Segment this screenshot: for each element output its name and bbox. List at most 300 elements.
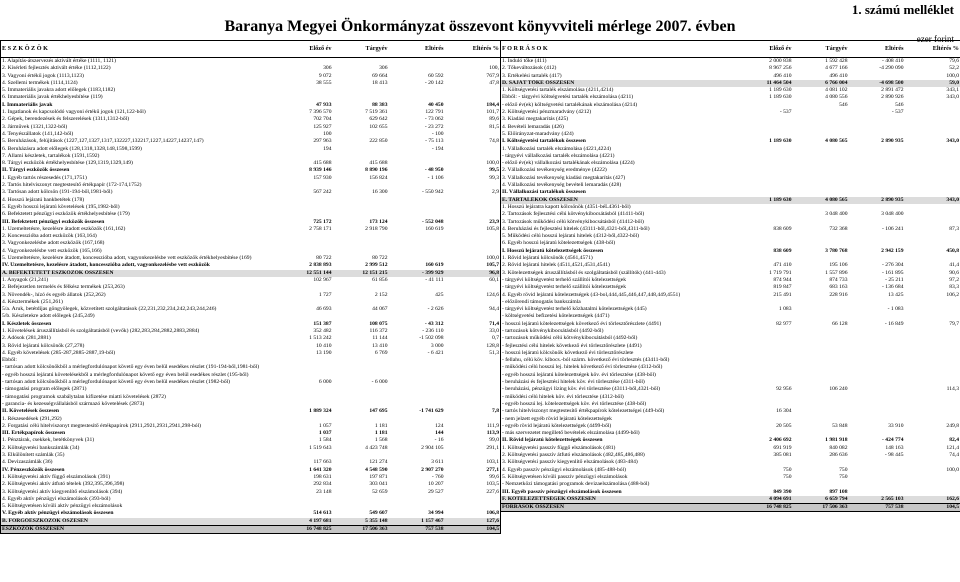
liability-row bbox=[501, 335, 960, 342]
liability-row-label: - beruházási, pénzügyi lízing köv. évi törlesztése (43111-ből,4321-ből) bbox=[502, 386, 660, 393]
asset-row bbox=[1, 124, 501, 131]
liability-row-value: 195 106 bbox=[829, 262, 848, 269]
liability-row-value: 1 189 630 bbox=[769, 94, 792, 101]
liability-row-value bbox=[849, 459, 905, 466]
currency-note: ezer forint bbox=[916, 34, 954, 44]
liability-row-value: 286 636 bbox=[829, 452, 848, 459]
liability-row-value bbox=[793, 255, 849, 262]
liability-row-value bbox=[793, 416, 849, 423]
asset-row-label: 1. Alapítás-átszervezés aktivált értéke (1111, 1121) bbox=[2, 58, 116, 64]
liability-row-label: I. Hosszú lejáratú kötelezettségek összesen bbox=[502, 247, 604, 254]
liability-row-value bbox=[905, 401, 960, 408]
liability-row-value bbox=[793, 364, 849, 371]
asset-row-label: IV. Üzemeltetésre, kezelésre átadott, koncesszióba adott, vagyonkezelésbe vett eszközök bbox=[2, 262, 210, 269]
liability-row-value: 249,8 bbox=[946, 422, 959, 429]
liability-row-value bbox=[905, 146, 960, 153]
liability-row-label: 5. Működési célú hosszú lejáratú hitelek (4312-ből,4322-ből) bbox=[502, 233, 640, 240]
liability-row-value bbox=[737, 459, 793, 466]
liability-row-label: - működési célú hitelek köv. évi törlesztése (4312-ből) bbox=[502, 393, 624, 400]
asset-row-value bbox=[277, 452, 333, 459]
liability-row-value bbox=[905, 489, 960, 496]
liability-row-label: E. TARTALÉKOK ÖSSZESEN bbox=[501, 197, 737, 204]
liability-row-value bbox=[905, 240, 960, 247]
liability-row-value: 1 981 918 bbox=[825, 437, 848, 444]
liability-row-value: - 98 445 bbox=[884, 452, 904, 459]
asset-row-value: 173 124 bbox=[369, 218, 388, 225]
liability-row-value: 4 094 691 bbox=[737, 496, 793, 503]
liability-row-value bbox=[737, 313, 793, 320]
liability-row bbox=[501, 401, 960, 408]
asset-row bbox=[1, 204, 501, 211]
asset-row bbox=[1, 313, 501, 320]
asset-row-value: 222 850 bbox=[369, 138, 388, 145]
liability-row-label: 3. Kiadási megtakarítás (425) bbox=[502, 116, 569, 123]
liability-row-value bbox=[793, 343, 849, 350]
asset-row-value bbox=[389, 299, 445, 306]
liability-row-label: 3. Tartozások működési célú kötvénykibocsátásból (41412-ből) bbox=[502, 218, 644, 225]
liability-row-value bbox=[905, 116, 960, 123]
liability-row-label: 1. Költségvetési tartalék elszámolása (4211,4214) bbox=[502, 87, 614, 94]
asset-row-value: 2,9 bbox=[492, 189, 499, 196]
asset-row-label: - támogatási programok szabálytalan kifizetése miatti követelések (2872) bbox=[2, 393, 166, 400]
asset-row-value: 124 bbox=[435, 422, 444, 429]
liability-row bbox=[501, 240, 960, 247]
liability-row-value bbox=[737, 379, 793, 386]
liability-row-value: - 424 774 bbox=[882, 437, 904, 444]
liability-row-value bbox=[849, 73, 905, 80]
asset-row-value: 6 769 bbox=[374, 349, 388, 356]
liability-row-value bbox=[905, 299, 960, 306]
liability-row-value: 2 406 692 bbox=[769, 437, 792, 444]
asset-row-value bbox=[445, 452, 501, 459]
asset-row-label: 1. Költségvetési aktív függő elszámolások (391) bbox=[2, 473, 111, 480]
liability-row-value: 2 000 838 bbox=[769, 58, 792, 64]
liability-column-header: Előző év bbox=[737, 41, 793, 58]
liability-row-label: - tartozások kötvénykibocsátásból (4492-ből) bbox=[502, 327, 604, 334]
asset-row-value: 10 410 bbox=[316, 342, 332, 349]
liability-row bbox=[501, 270, 960, 277]
asset-row-label: I. Immateriális javak bbox=[2, 101, 53, 108]
asset-row-value bbox=[389, 65, 445, 72]
asset-row-value bbox=[389, 233, 445, 240]
liability-row bbox=[501, 481, 960, 488]
liability-row-label: - más szervezetet megillető bevételek elszámolása (4499-ből) bbox=[502, 430, 640, 437]
liability-row-value: 1 189 630 bbox=[769, 87, 792, 94]
liability-row bbox=[501, 437, 960, 444]
liability-row-value bbox=[737, 372, 793, 379]
asset-row-value: 46 693 bbox=[316, 306, 332, 313]
asset-row-label: 5. Immateriális javakra adott előlegek (1183,1182) bbox=[2, 87, 116, 94]
liability-row-value bbox=[737, 430, 793, 437]
asset-row-value bbox=[389, 240, 445, 247]
asset-row bbox=[1, 510, 501, 517]
asset-row-value: 767,9 bbox=[486, 72, 499, 79]
liability-row-label: - tartós hitelviszonyt megtestesítő értékpapírok kötelezettségei (449-ből) bbox=[502, 408, 665, 415]
asset-row-label: I. Készletek összesen bbox=[2, 320, 52, 327]
asset-row-value bbox=[333, 58, 389, 66]
liability-row-value bbox=[849, 416, 905, 423]
liability-row-value: 215 491 bbox=[773, 291, 792, 298]
asset-row-value bbox=[277, 58, 333, 66]
liability-row-value bbox=[737, 219, 793, 226]
asset-row-value: 1 727 bbox=[318, 291, 332, 298]
asset-row-value: 12 151 215 bbox=[333, 270, 389, 277]
asset-row-value: 113,9 bbox=[486, 430, 499, 437]
liability-row-value: - 25 211 bbox=[885, 276, 904, 283]
liability-row-value bbox=[737, 401, 793, 408]
liability-row bbox=[501, 94, 960, 101]
liability-row-value bbox=[849, 350, 905, 357]
liability-row-value bbox=[793, 299, 849, 306]
asset-row-label: 3. Rövid lejáratú kölcsönök (27,278) bbox=[2, 342, 85, 349]
asset-row-value: 102 967 bbox=[313, 276, 332, 283]
asset-row bbox=[1, 94, 501, 101]
asset-row-value: 99,3 bbox=[489, 174, 499, 181]
asset-row-value: 74,8 bbox=[489, 138, 499, 145]
asset-row-value: 34 994 bbox=[428, 510, 444, 517]
liability-row-value bbox=[905, 350, 960, 357]
asset-row-value: - 16 bbox=[434, 437, 444, 444]
liability-row-value bbox=[737, 481, 793, 488]
asset-row-value bbox=[445, 401, 501, 408]
asset-row-label: 1. Anyagok (21,241) bbox=[2, 276, 49, 283]
asset-row-label: 3. Tartósan adott kölcsön (191-194-ből,1981-ből) bbox=[2, 189, 113, 196]
asset-row-value bbox=[445, 394, 501, 401]
asset-row-value bbox=[445, 233, 501, 240]
asset-row-value bbox=[333, 364, 389, 371]
liability-row-value: - 106 241 bbox=[882, 225, 904, 232]
liability-row bbox=[501, 313, 960, 320]
asset-row-value: 60 592 bbox=[428, 72, 444, 79]
liability-row-label: 1. Költségvetési passzív függő elszámolások (481) bbox=[502, 444, 616, 451]
asset-row bbox=[1, 503, 501, 510]
asset-row bbox=[1, 328, 501, 335]
asset-row-value: - 6 421 bbox=[427, 349, 444, 356]
liability-row-value bbox=[849, 313, 905, 320]
asset-row-value: - 75 113 bbox=[425, 138, 444, 145]
asset-row-value: 8 890 196 bbox=[365, 167, 388, 174]
asset-row bbox=[1, 116, 501, 123]
asset-row bbox=[1, 430, 501, 437]
liability-row-value: 79,6 bbox=[949, 58, 959, 64]
liability-row-value: 13 425 bbox=[888, 291, 904, 298]
liability-row bbox=[501, 408, 960, 415]
asset-row bbox=[1, 394, 501, 401]
asset-row-value bbox=[389, 401, 445, 408]
asset-row bbox=[1, 321, 501, 328]
asset-row-value: 81,5 bbox=[489, 123, 499, 130]
asset-row-value bbox=[277, 386, 333, 393]
asset-row bbox=[1, 87, 501, 94]
liability-row-value bbox=[793, 394, 849, 401]
asset-row bbox=[1, 277, 501, 284]
liability-row-value: 750 bbox=[783, 466, 792, 473]
liability-row bbox=[501, 124, 960, 131]
asset-row bbox=[1, 160, 501, 167]
liability-row-value bbox=[793, 459, 849, 466]
asset-row-label: - tartósan adott kölcsönökből a mérlegfordulónapot követő egy éven belül esedékes részlet (1982-ből) bbox=[2, 379, 231, 386]
asset-row-value bbox=[277, 503, 333, 510]
asset-row-value: 117 663 bbox=[313, 459, 332, 466]
asset-row-label: 1. Pénztárak, csekkek, betétkönyvek (31) bbox=[2, 437, 95, 444]
asset-row-label: 6. Befektetett pénzügyi eszközök értékhelyesbítése (179) bbox=[2, 211, 130, 218]
liability-row-value: 104,5 bbox=[905, 504, 960, 512]
asset-row bbox=[1, 131, 501, 138]
liability-row-value bbox=[905, 335, 960, 342]
liability-row-value: 732 368 bbox=[829, 225, 848, 232]
asset-row-value bbox=[389, 160, 445, 167]
asset-row bbox=[1, 474, 501, 481]
asset-row-value: 60,1 bbox=[489, 276, 499, 283]
liability-row-label: - előző év(ek) költségvetési tartalékának elszámolása (4214) bbox=[502, 101, 638, 108]
asset-row-value bbox=[277, 87, 333, 94]
liability-row-value: 106,2 bbox=[946, 291, 959, 298]
liability-row-value bbox=[849, 394, 905, 401]
asset-row bbox=[1, 138, 501, 145]
liability-row bbox=[501, 372, 960, 379]
asset-row-value: 1 157 467 bbox=[389, 518, 445, 526]
asset-row-value: 227,6 bbox=[486, 488, 499, 495]
liability-row bbox=[501, 474, 960, 481]
liability-row-value: - 16 849 bbox=[884, 320, 904, 327]
liability-row-value: 874 733 bbox=[829, 276, 848, 283]
asset-row-value: 51,3 bbox=[489, 349, 499, 356]
asset-row-value: 125 927 bbox=[313, 123, 332, 130]
liability-row-value bbox=[793, 204, 849, 211]
asset-row-value bbox=[389, 379, 445, 386]
liability-row-value: 97,2 bbox=[949, 276, 959, 283]
liability-row-value bbox=[905, 372, 960, 379]
liability-row-value: 228 916 bbox=[829, 291, 848, 298]
liability-row-value bbox=[905, 211, 960, 218]
asset-row bbox=[1, 226, 501, 233]
liability-row-value: 4 080 556 bbox=[825, 94, 848, 101]
asset-row-label: 5. Egyéb hosszú lejáratú követelések (195,1982-ből) bbox=[2, 203, 120, 210]
asset-row-value: 2 907 270 bbox=[421, 466, 444, 473]
asset-row-value: 725 172 bbox=[313, 218, 332, 225]
asset-row-value: 71,4 bbox=[489, 320, 499, 327]
liability-row-value bbox=[793, 481, 849, 488]
liability-row bbox=[501, 430, 960, 437]
asset-row bbox=[1, 197, 501, 204]
asset-row-label: 3. Vagyonkezelésbe adott eszközök (167,168) bbox=[2, 240, 105, 247]
liability-row-value bbox=[737, 182, 793, 189]
asset-row-label: 2. Forgatási célú hitelviszonyt megtestesítő értékpapírok (2911,2921,2931,2941,298-ból) bbox=[2, 422, 202, 429]
liability-row-value bbox=[737, 131, 793, 138]
asset-row-value bbox=[277, 94, 333, 101]
asset-column-header: E S Z K Ö Z Ö K bbox=[1, 41, 277, 58]
asset-row-value: 124,6 bbox=[486, 291, 499, 298]
asset-row-value: - 20 142 bbox=[424, 79, 444, 86]
asset-header-row bbox=[1, 41, 501, 58]
liability-row-value bbox=[737, 357, 793, 364]
liability-row bbox=[501, 277, 960, 284]
asset-row-value: 18 413 bbox=[372, 79, 388, 86]
asset-row-value: 7 519 361 bbox=[365, 109, 388, 116]
liability-row bbox=[501, 357, 960, 364]
liability-row-value bbox=[905, 313, 960, 320]
asset-row bbox=[1, 401, 501, 408]
liability-row bbox=[501, 116, 960, 123]
liability-row-value: 2 891 472 bbox=[881, 87, 904, 94]
liability-column-header: Tárgyév bbox=[793, 41, 849, 58]
liability-row-value: 496 410 bbox=[829, 72, 848, 79]
liability-row-value bbox=[905, 189, 960, 196]
liability-row-value: 90,6 bbox=[949, 269, 959, 276]
asset-row bbox=[1, 350, 501, 357]
asset-row bbox=[1, 423, 501, 430]
asset-row-label: 4. Szellemi termékek (1114,1124) bbox=[2, 79, 78, 86]
liability-row bbox=[501, 189, 960, 196]
asset-row-value: 13 190 bbox=[316, 349, 332, 356]
asset-row bbox=[1, 262, 501, 269]
asset-row bbox=[1, 343, 501, 350]
liability-row-value bbox=[793, 240, 849, 247]
liability-row-value bbox=[849, 408, 905, 415]
liability-row-value: 1 719 791 bbox=[769, 269, 792, 276]
asset-row-value: 99,5 bbox=[489, 167, 499, 174]
asset-row-label: - garancia- és kezességvállalásból származó követelések (2873) bbox=[2, 400, 145, 407]
asset-row-value bbox=[389, 416, 445, 423]
liability-row-label: 2. Költségvetési passzív átfutó elszámolások (482,485,486,488) bbox=[502, 452, 645, 459]
asset-row-value bbox=[445, 240, 501, 247]
asset-row-value bbox=[277, 496, 333, 503]
liability-row bbox=[501, 211, 960, 218]
liability-row-value bbox=[905, 408, 960, 415]
liability-row-value bbox=[849, 153, 905, 160]
liability-row bbox=[501, 445, 960, 452]
asset-row-value bbox=[445, 496, 501, 503]
liability-row-value: 1 557 896 bbox=[825, 269, 848, 276]
liability-row-value bbox=[905, 343, 960, 350]
asset-row bbox=[1, 386, 501, 393]
liability-row-value bbox=[905, 182, 960, 189]
asset-row-label: - tartósan adott kölcsönökből a mérlegfordulónapot követő egy éven belül esedékes részlet (191-194-ből,1981-ből) bbox=[2, 364, 260, 371]
asset-row-value: - 399 929 bbox=[389, 270, 445, 277]
asset-row-value: 1 568 bbox=[374, 437, 388, 444]
liability-row-value: 750 bbox=[839, 466, 848, 473]
asset-row-value bbox=[389, 496, 445, 503]
liability-row-value bbox=[849, 167, 905, 174]
asset-row-label: 6. Immateriális javak értékhelyesbítése (119) bbox=[2, 94, 103, 101]
asset-row-value bbox=[277, 313, 333, 320]
liability-row bbox=[501, 496, 960, 503]
asset-row-value: 100, bbox=[489, 65, 499, 72]
asset-row-value: 69 664 bbox=[372, 72, 388, 79]
asset-row-value: 52 659 bbox=[372, 488, 388, 495]
asset-row bbox=[1, 496, 501, 503]
liability-row-value bbox=[849, 364, 905, 371]
liability-row-value: 840 082 bbox=[829, 444, 848, 451]
asset-row-value bbox=[333, 248, 389, 255]
asset-row-label: A. BEFEKTETETT ESZKÖZÖK ÖSSZESEN bbox=[1, 270, 277, 277]
liability-row-value bbox=[737, 102, 793, 109]
liability-row bbox=[501, 167, 960, 174]
liability-row-label: 3. Vállalkozási tevékenység kiadási megtakarítás (427) bbox=[502, 174, 626, 181]
liability-row-label: Ebből: - tárgyévi költségvetési tartalék elszámolása (4211) bbox=[502, 94, 634, 101]
asset-row-label: 5. Üzemeltetésre, kezelésre átadott, koncesszióba adott, vagyonkezelésbe vett eszközök értékhelyesbítése (169) bbox=[2, 255, 252, 262]
liability-row bbox=[501, 131, 960, 138]
liability-row-label: - egyéb rövid lejáratú kötelezettségek (4499-ből) bbox=[502, 422, 612, 429]
asset-row-value: 108 075 bbox=[369, 320, 388, 327]
asset-row-label: 8. Tárgyi eszközök értékhelyesbítése (129,1319,1329,149) bbox=[2, 160, 133, 167]
asset-row-value bbox=[389, 87, 445, 94]
liability-column-header: F O R R Á S O K bbox=[501, 41, 737, 58]
asset-row-value bbox=[389, 372, 445, 379]
liability-row-label: - tárgyévi vállalkozási tartalék elszámolása (4221) bbox=[502, 152, 615, 159]
asset-row-label: 5/a. Áruk, betétdíjas göngyölegek, közvetített szolgáltatások (22,231,232,234,242,243,244,246) bbox=[2, 306, 217, 313]
liability-row bbox=[501, 386, 960, 393]
liability-row-label: - fejlesztési célú hitelek következő évi törlesztőrészlete (4491) bbox=[502, 342, 642, 349]
liability-row-value bbox=[737, 146, 793, 153]
liability-row-value: 121,4 bbox=[946, 444, 959, 451]
liability-row-value bbox=[849, 116, 905, 123]
asset-row-value bbox=[445, 58, 501, 66]
liability-row-value: - 136 684 bbox=[882, 284, 904, 291]
asset-row-value: 44 067 bbox=[372, 306, 388, 313]
asset-row-value bbox=[277, 197, 333, 204]
asset-row-value: - 100 bbox=[431, 130, 444, 137]
asset-row-value bbox=[277, 153, 333, 160]
liability-row-value: 496 410 bbox=[773, 72, 792, 79]
liability-row-value: - 276 304 bbox=[882, 262, 904, 269]
liability-row-value bbox=[849, 131, 905, 138]
asset-row-value: 12 551 144 bbox=[277, 270, 333, 277]
liability-row-value bbox=[849, 328, 905, 335]
asset-row bbox=[1, 335, 501, 342]
asset-row-value: - 73 062 bbox=[424, 116, 444, 123]
asset-row-value bbox=[445, 211, 501, 218]
asset-row-value: 23,9 bbox=[489, 218, 499, 225]
asset-row-value: 198 631 bbox=[313, 473, 332, 480]
liability-row-value: 683 163 bbox=[829, 284, 848, 291]
liability-row bbox=[501, 452, 960, 459]
liability-row-value bbox=[849, 372, 905, 379]
asset-row bbox=[1, 416, 501, 423]
liability-row-label: - egyéb hosszú lejáratú kötelezettségek köv. évi törlesztése (438-ből) bbox=[502, 371, 656, 378]
asset-row-value bbox=[333, 452, 389, 459]
asset-row-value bbox=[445, 416, 501, 423]
liability-row-value: 1 189 630 bbox=[737, 197, 793, 204]
asset-row-value: 160 619 bbox=[425, 225, 444, 232]
asset-row-value: 88 383 bbox=[372, 101, 388, 108]
liability-row-value: 838 609 bbox=[773, 247, 792, 254]
asset-row bbox=[1, 102, 501, 109]
asset-row-value bbox=[445, 379, 501, 386]
liability-row bbox=[501, 80, 960, 87]
liability-row-value bbox=[849, 146, 905, 153]
asset-row-value: 127,6 bbox=[445, 518, 501, 526]
asset-row bbox=[1, 167, 501, 174]
liability-row-label: 2. Vállalkozási tevékenység eredménye (4222) bbox=[502, 167, 607, 174]
balance-sheet bbox=[0, 40, 960, 582]
liability-row-value: 546 bbox=[895, 101, 904, 108]
asset-row-value: 2 838 893 bbox=[309, 262, 332, 269]
asset-row-value bbox=[333, 204, 389, 211]
liability-row bbox=[501, 292, 960, 299]
asset-row bbox=[1, 182, 501, 189]
asset-row-value: 292 834 bbox=[313, 481, 332, 488]
asset-row-value bbox=[389, 394, 445, 401]
asset-row-value: 2 758 171 bbox=[309, 225, 332, 232]
asset-row-value: - 2 626 bbox=[427, 306, 444, 313]
liability-row-label: 4. Bevételi lemaradás (426) bbox=[502, 123, 564, 130]
liability-row-value: - 408 410 bbox=[882, 58, 904, 64]
liability-row-value: 750 bbox=[783, 473, 792, 480]
liability-row-value: 546 bbox=[839, 101, 848, 108]
liability-row-value bbox=[849, 401, 905, 408]
asset-row bbox=[1, 357, 501, 364]
